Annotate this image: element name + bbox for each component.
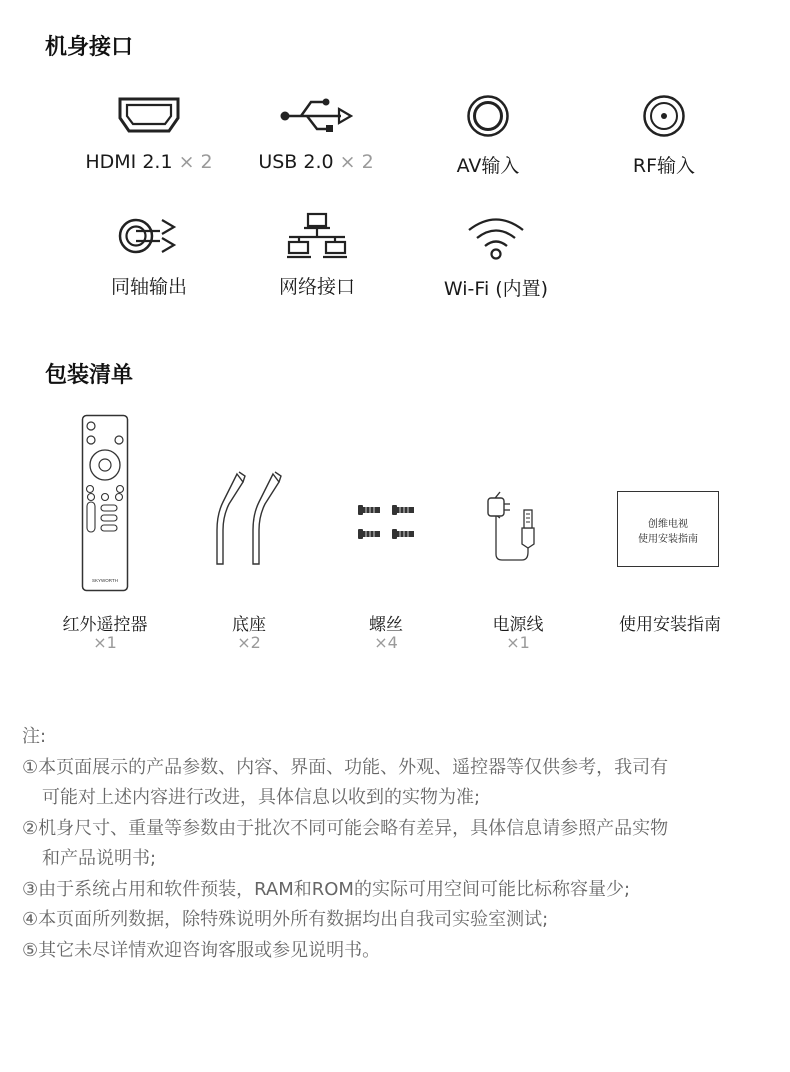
manual-cover-line1: 创维电视 (648, 519, 688, 530)
notes (22, 722, 772, 966)
port-label: AV输入 (456, 155, 520, 177)
package-item-name: 螺丝 (369, 615, 403, 635)
note-line: ②机身尺寸、重量等参数由于批次不同可能会略有差异，具体信息请参照产品实物 (22, 817, 669, 839)
package-item-name: 底座 (232, 615, 266, 635)
note-line: 和产品说明书; (42, 848, 157, 869)
package-item-qty: ×1 (506, 633, 530, 652)
package-title: 包装清单 (45, 363, 134, 388)
av-input-icon (466, 94, 510, 138)
port-label: 网络接口 (278, 276, 355, 298)
note-line: ③由于系统占用和软件预装，RAM和ROM的实际可用空间可能比标称容量少; (22, 878, 631, 900)
port-multiplier: × 2 (333, 151, 374, 173)
port-av (408, 94, 568, 178)
rf-input-icon (642, 94, 686, 138)
port-label: HDMI 2.1 (85, 151, 173, 173)
package-item-name: 使用安装指南 (619, 615, 721, 635)
port-label: USB 2.0 (258, 151, 334, 173)
hdmi-icon (117, 96, 181, 134)
network-icon (286, 212, 348, 260)
power-cord-icon (482, 488, 554, 570)
note-line: ①本页面展示的产品参数、内容、界面、功能、外观、遥控器等仅供参考，我司有 (22, 756, 669, 778)
port-wifi (416, 216, 576, 301)
coaxial-output-icon (116, 214, 182, 258)
manual-icon (617, 491, 719, 567)
package-item-stand (169, 410, 329, 660)
package-item-name: 电源线 (492, 615, 544, 635)
note-line: 可能对上述内容进行改进，具体信息以收到的实物为准; (42, 787, 481, 808)
port-label: Wi-Fi (内置) (443, 278, 549, 300)
manual-cover-line2: 使用安装指南 (638, 534, 698, 545)
package-item-qty: ×4 (374, 633, 398, 652)
package-item-manual (590, 410, 750, 660)
wifi-icon (466, 216, 526, 260)
package-item-qty: ×1 (93, 633, 117, 652)
port-rf (584, 94, 744, 178)
package-item-name: 红外遥控器 (62, 615, 148, 635)
port-hdmi (69, 96, 229, 173)
port-label: RF输入 (632, 155, 696, 177)
interfaces-title: 机身接口 (45, 35, 134, 60)
note-line: ⑤其它未尽详情欢迎咨询客服或参见说明书。 (22, 939, 381, 961)
remote-brand: SKYWORTH (92, 578, 118, 583)
package-item-remote (25, 410, 185, 660)
stand-icon (209, 470, 295, 568)
port-coaxial (69, 214, 229, 299)
port-network (237, 212, 397, 299)
port-multiplier: × 2 (172, 151, 213, 173)
package-item-power-cord (438, 410, 598, 660)
package-item-qty: ×2 (237, 633, 261, 652)
usb-icon (279, 96, 353, 136)
notes-heading: 注: (22, 726, 47, 747)
port-usb (236, 96, 396, 173)
note-line: ④本页面所列数据，除特殊说明外所有数据均出自我司实验室测试; (22, 909, 549, 930)
screws-icon (356, 502, 418, 544)
remote-control-icon (81, 414, 129, 592)
port-label: 同轴输出 (110, 276, 187, 298)
